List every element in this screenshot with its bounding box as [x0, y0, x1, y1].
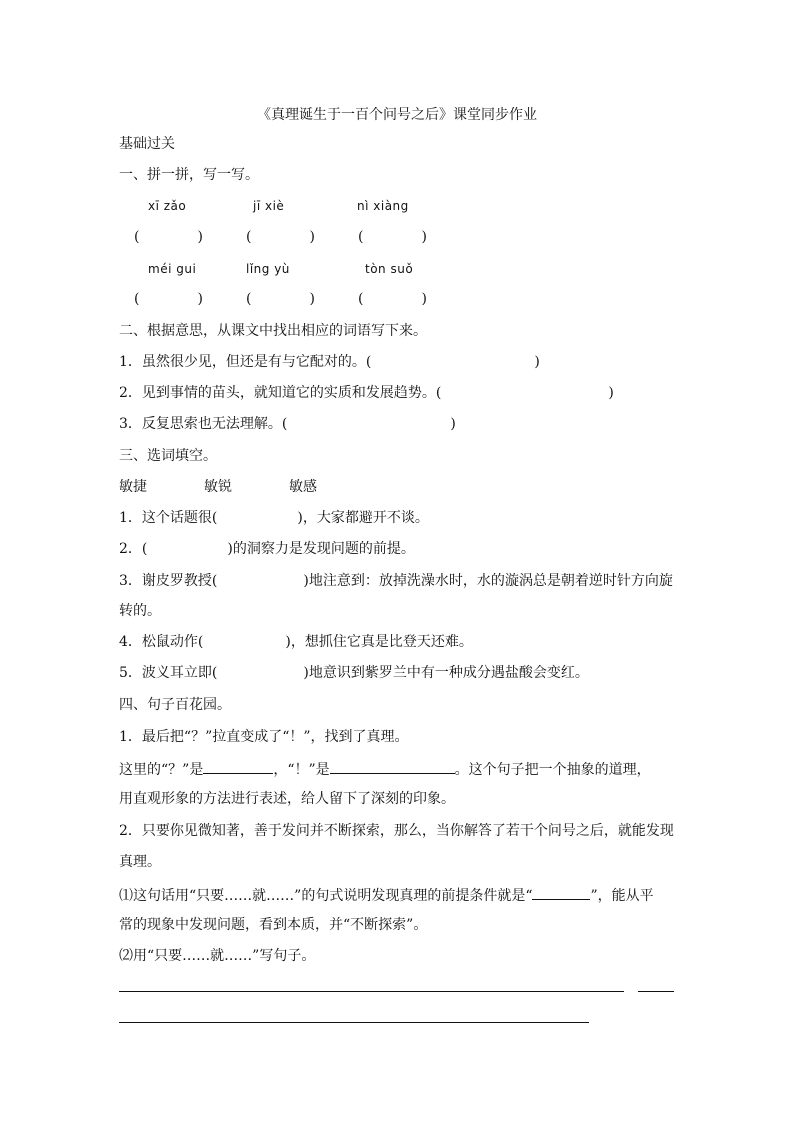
q2-close-paren: ) [450, 416, 456, 432]
pinyin-4: méi gui [148, 262, 197, 276]
q4-part-1 [119, 885, 654, 905]
q4-sentence-2: 2．只要你见微知著，善于发问并不断探索，那么，当你解答了若干个问号之后，就能发现 [119, 823, 674, 839]
q2-item-1 [119, 353, 540, 371]
pinyin-1: xī zǎo [148, 199, 187, 213]
q4-text: ，“！”是 [273, 762, 330, 778]
q3-item-text: )地意识到紫罗兰中有一种成分遇盐酸会变红。 [303, 665, 589, 681]
q3-item-4 [119, 633, 473, 651]
q4-text: 。这个句子把一个抽象的道理， [454, 762, 651, 778]
word-option: 敏感 [289, 479, 317, 495]
q2-heading: 二、根据意思，从课文中找出相应的词语写下来。 [119, 323, 427, 339]
answer-blank[interactable]: ( ) [246, 291, 315, 307]
answer-blank[interactable] [532, 885, 590, 900]
q3-item-1 [119, 509, 429, 527]
q2-item-3 [119, 415, 456, 433]
q4-s1-cont: 用直观形象的方法进行表述，给人留下了深刻的印象。 [119, 791, 455, 807]
q3-item-text: )的洞察力是发现问题的前提。 [227, 541, 415, 557]
word-option: 敏捷 [119, 479, 147, 495]
q4-part-1-cont: 常的现象中发现问题，看到本质，并“不断探索”。 [119, 917, 428, 933]
answer-blank[interactable]: ( ) [134, 229, 203, 245]
page-title: 《真理诞生于一百个问号之后》课堂同步作业 [257, 107, 537, 123]
pinyin-3: nì xiàng [357, 199, 409, 213]
q3-item-5 [119, 664, 589, 682]
q3-item-text: 5．波义耳立即( [119, 665, 218, 681]
pinyin-5: lǐng yù [246, 262, 290, 276]
answer-blank[interactable]: ( ) [134, 291, 203, 307]
word-option: 敏锐 [204, 479, 232, 495]
q4-heading: 四、句子百花园。 [119, 697, 231, 713]
q2-close-paren: ) [608, 385, 614, 401]
writing-line[interactable] [119, 991, 624, 992]
answer-blank[interactable] [203, 759, 273, 774]
q4-part-2: ⑵用“只要……就……”写句子。 [119, 948, 316, 964]
section-basic-heading: 基础过关 [119, 136, 175, 152]
q4-text: ”，能从平 [590, 888, 654, 904]
q3-item-text: 1．这个话题很( [119, 510, 218, 526]
pinyin-6: tòn suǒ [365, 262, 414, 276]
pinyin-2: jī xiè [253, 199, 285, 213]
q3-item-3 [119, 572, 673, 590]
q2-close-paren: ) [534, 354, 540, 370]
q3-item-2 [119, 540, 415, 558]
q3-item-text: )，大家都避开不谈。 [297, 510, 429, 526]
q3-heading: 三、选词填空。 [119, 448, 217, 464]
q4-text: ⑴这句话用“只要……就……”的句式说明发现真理的前提条件就是“ [119, 888, 533, 904]
q4-sentence-1: 1．最后把“？”拉直变成了“！”，找到了真理。 [119, 729, 409, 745]
q3-word-bank [119, 478, 317, 496]
q2-item-text: 3．反复思索也无法理解。( [119, 416, 288, 432]
q3-item-3-cont: 转的。 [119, 603, 161, 619]
answer-blank[interactable]: ( ) [358, 229, 427, 245]
q4-s1-question [119, 759, 651, 779]
answer-blank[interactable]: ( ) [358, 291, 427, 307]
q3-item-text: 2．( [119, 541, 148, 557]
q2-item-text: 1．虽然很少见，但还是有与它配对的。( [119, 354, 372, 370]
q4-text: 这里的“？”是 [119, 762, 204, 778]
writing-line[interactable] [119, 1022, 589, 1023]
answer-blank[interactable] [330, 759, 455, 774]
answer-blank[interactable]: ( ) [246, 229, 315, 245]
q2-item-text: 2．见到事情的苗头，就知道它的实质和发展趋势。( [119, 385, 442, 401]
q1-heading: 一、拼一拼，写一写。 [119, 167, 259, 183]
q3-item-text: 4．松鼠动作( [119, 634, 204, 650]
q3-item-text: )，想抓住它真是比登天还难。 [285, 634, 473, 650]
writing-line[interactable] [638, 991, 674, 992]
q4-sentence-2-cont: 真理。 [119, 854, 161, 870]
q3-item-text: 3．谢皮罗教授( [119, 573, 218, 589]
q2-item-2 [119, 384, 614, 402]
q3-item-text: )地注意到：放掉洗澡水时，水的漩涡总是朝着逆时针方向旋 [303, 573, 673, 589]
